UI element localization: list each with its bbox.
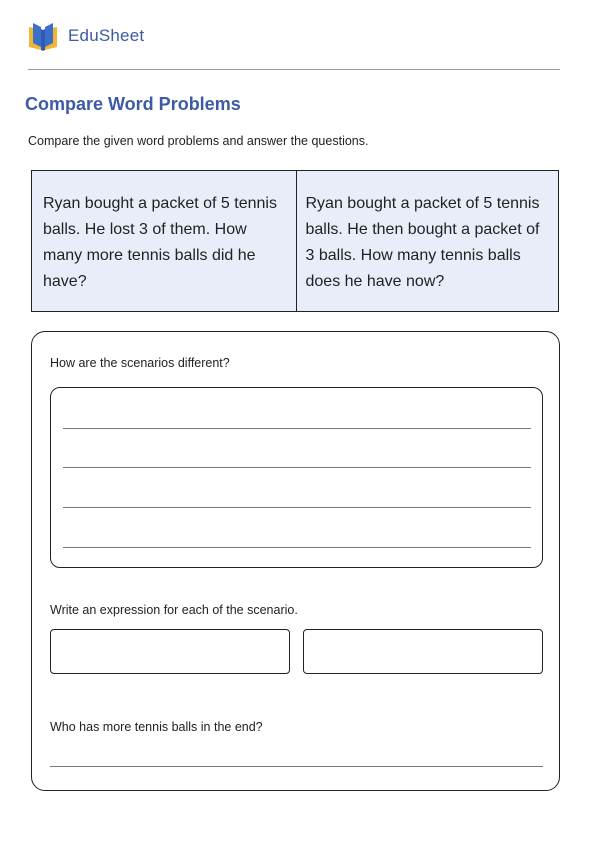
open-book-icon	[27, 21, 59, 51]
brand-name: EduSheet	[68, 26, 145, 45]
word-problem-2: Ryan bought a packet of 5 tennis balls. He then bought a packet of 3 balls. How many tennis balls does he have now?	[296, 171, 559, 311]
expression-box-2[interactable]	[303, 629, 543, 674]
page-title: Compare Word Problems	[25, 94, 241, 114]
questions-card	[31, 331, 560, 791]
question-2: Write an expression for each of the scenario.	[50, 603, 298, 617]
writing-line	[63, 428, 531, 429]
instructions: Compare the given word problems and answer the questions.	[28, 134, 369, 148]
answer-box-differences[interactable]	[50, 387, 543, 568]
writing-line	[63, 547, 531, 548]
question-1: How are the scenarios different?	[50, 356, 230, 370]
writing-line	[63, 467, 531, 468]
header-divider	[28, 69, 560, 70]
question-3: Who has more tennis balls in the end?	[50, 720, 263, 734]
expression-box-1[interactable]	[50, 629, 290, 674]
word-problem-1: Ryan bought a packet of 5 tennis balls. He lost 3 of them. How many more tennis balls did he have?	[32, 171, 296, 311]
word-problems-table	[31, 170, 559, 312]
answer-line[interactable]	[50, 766, 543, 767]
writing-line	[63, 507, 531, 508]
header	[27, 20, 144, 52]
